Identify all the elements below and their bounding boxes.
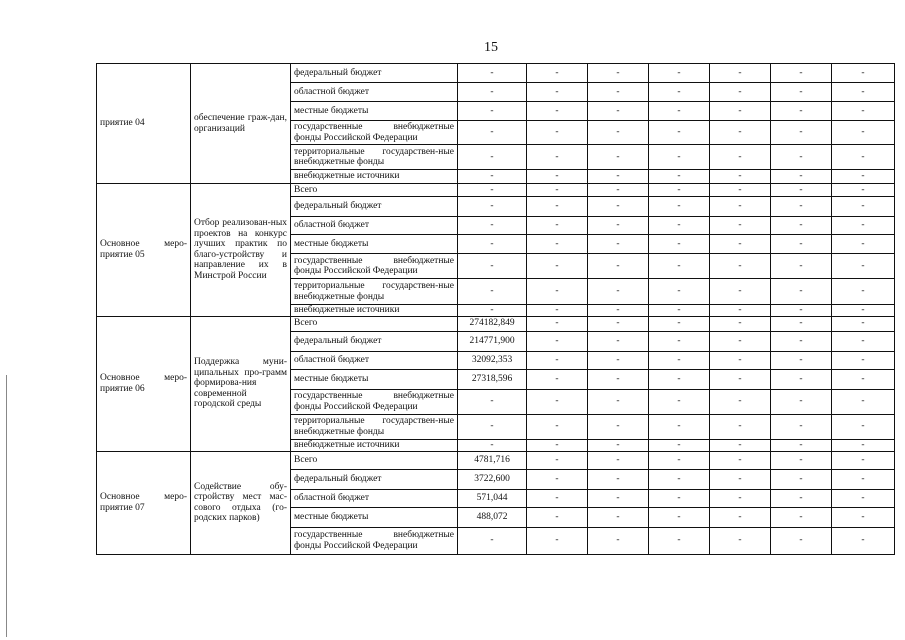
year-amount: - — [527, 469, 588, 489]
year-amount: - — [832, 102, 895, 121]
year-amount: - — [710, 369, 771, 389]
year-amount: - — [649, 316, 710, 331]
year-amount: - — [588, 102, 649, 121]
funding-source: областной бюджет — [291, 83, 458, 102]
year-amount: - — [588, 83, 649, 102]
year-amount: - — [649, 184, 710, 197]
year-amount: - — [832, 389, 895, 414]
total-amount: 32092,353 — [458, 351, 527, 369]
year-amount: - — [771, 389, 832, 414]
year-amount: - — [771, 217, 832, 235]
year-amount: - — [771, 369, 832, 389]
event-label: приятие 04 — [97, 64, 191, 184]
year-amount: - — [588, 489, 649, 507]
funding-source: территориальные государствен-ные внебюджетные фонды — [291, 279, 458, 305]
year-amount: - — [649, 469, 710, 489]
year-amount: - — [649, 305, 710, 317]
year-amount: - — [832, 469, 895, 489]
funding-source: областной бюджет — [291, 489, 458, 507]
funding-source: местные бюджеты — [291, 369, 458, 389]
year-amount: - — [527, 217, 588, 235]
funding-source: Всего — [291, 316, 458, 331]
year-amount: - — [771, 83, 832, 102]
year-amount: - — [588, 217, 649, 235]
year-amount: - — [527, 102, 588, 121]
year-amount: - — [710, 439, 771, 451]
year-amount: - — [588, 316, 649, 331]
year-amount: - — [771, 254, 832, 279]
year-amount: - — [588, 507, 649, 527]
funding-source: областной бюджет — [291, 217, 458, 235]
funding-source: федеральный бюджет — [291, 197, 458, 217]
year-amount: - — [527, 331, 588, 351]
year-amount: - — [649, 439, 710, 451]
year-amount: - — [710, 217, 771, 235]
year-amount: - — [710, 331, 771, 351]
year-amount: - — [649, 414, 710, 439]
funding-source: федеральный бюджет — [291, 469, 458, 489]
year-amount: - — [527, 305, 588, 317]
year-amount: - — [527, 170, 588, 184]
year-amount: - — [649, 389, 710, 414]
event-name: Содействие обу-стройству мест мас-сового отдыха (го-родских парков) — [191, 451, 291, 554]
funding-source: территориальные государствен-ные внебюджетные фонды — [291, 145, 458, 170]
year-amount: - — [649, 369, 710, 389]
year-amount: - — [649, 235, 710, 254]
year-amount: - — [771, 235, 832, 254]
year-amount: - — [527, 507, 588, 527]
funding-source: федеральный бюджет — [291, 64, 458, 83]
year-amount: - — [832, 83, 895, 102]
year-amount: - — [832, 64, 895, 83]
year-amount: - — [527, 235, 588, 254]
year-amount: - — [527, 489, 588, 507]
table-row — [97, 451, 895, 469]
year-amount: - — [771, 469, 832, 489]
year-amount: - — [588, 439, 649, 451]
total-amount: - — [458, 64, 527, 83]
year-amount: - — [649, 197, 710, 217]
year-amount: - — [527, 414, 588, 439]
year-amount: - — [527, 279, 588, 305]
total-amount: - — [458, 279, 527, 305]
year-amount: - — [832, 184, 895, 197]
year-amount: - — [832, 451, 895, 469]
year-amount: - — [832, 369, 895, 389]
year-amount: - — [771, 145, 832, 170]
year-amount: - — [832, 235, 895, 254]
year-amount: - — [771, 451, 832, 469]
year-amount: - — [588, 305, 649, 317]
year-amount: - — [527, 254, 588, 279]
year-amount: - — [710, 235, 771, 254]
year-amount: - — [832, 439, 895, 451]
table-row — [97, 316, 895, 331]
year-amount: - — [771, 414, 832, 439]
year-amount: - — [710, 389, 771, 414]
year-amount: - — [710, 451, 771, 469]
year-amount: - — [588, 184, 649, 197]
year-amount: - — [771, 121, 832, 145]
year-amount: - — [771, 439, 832, 451]
year-amount: - — [649, 64, 710, 83]
year-amount: - — [832, 527, 895, 554]
year-amount: - — [588, 254, 649, 279]
year-amount: - — [588, 527, 649, 554]
year-amount: - — [832, 414, 895, 439]
year-amount: - — [710, 102, 771, 121]
year-amount: - — [832, 331, 895, 351]
year-amount: - — [832, 170, 895, 184]
year-amount: - — [649, 331, 710, 351]
event-name: обеспечение граж-дан, организаций — [191, 64, 291, 184]
year-amount: - — [710, 83, 771, 102]
total-amount: - — [458, 305, 527, 317]
total-amount: - — [458, 235, 527, 254]
total-amount: - — [458, 197, 527, 217]
year-amount: - — [588, 369, 649, 389]
year-amount: - — [588, 197, 649, 217]
total-amount: - — [458, 414, 527, 439]
year-amount: - — [771, 197, 832, 217]
year-amount: - — [710, 414, 771, 439]
year-amount: - — [710, 316, 771, 331]
year-amount: - — [527, 351, 588, 369]
year-amount: - — [832, 507, 895, 527]
year-amount: - — [527, 316, 588, 331]
year-amount: - — [771, 170, 832, 184]
year-amount: - — [710, 197, 771, 217]
page-number: 15 — [484, 40, 498, 55]
total-amount: 3722,600 — [458, 469, 527, 489]
year-amount: - — [710, 305, 771, 317]
year-amount: - — [527, 369, 588, 389]
year-amount: - — [527, 439, 588, 451]
funding-source: территориальные государствен-ные внебюджетные фонды — [291, 414, 458, 439]
year-amount: - — [649, 217, 710, 235]
total-amount: - — [458, 439, 527, 451]
funding-source: Всего — [291, 451, 458, 469]
year-amount: - — [710, 507, 771, 527]
year-amount: - — [649, 279, 710, 305]
funding-source: местные бюджеты — [291, 507, 458, 527]
total-amount: - — [458, 83, 527, 102]
funding-source: внебюджетные источники — [291, 305, 458, 317]
year-amount: - — [832, 279, 895, 305]
total-amount: 488,072 — [458, 507, 527, 527]
year-amount: - — [527, 451, 588, 469]
year-amount: - — [649, 121, 710, 145]
total-amount: - — [458, 184, 527, 197]
total-amount: 274182,849 — [458, 316, 527, 331]
year-amount: - — [710, 254, 771, 279]
funding-source: государственные внебюджетные фонды Российской Федерации — [291, 121, 458, 145]
year-amount: - — [832, 254, 895, 279]
total-amount: - — [458, 170, 527, 184]
year-amount: - — [710, 469, 771, 489]
year-amount: - — [710, 170, 771, 184]
funding-source: внебюджетные источники — [291, 439, 458, 451]
funding-source: государственные внебюджетные фонды Российской Федерации — [291, 527, 458, 554]
year-amount: - — [771, 305, 832, 317]
year-amount: - — [649, 451, 710, 469]
year-amount: - — [649, 507, 710, 527]
year-amount: - — [588, 451, 649, 469]
year-amount: - — [771, 331, 832, 351]
total-amount: 27318,596 — [458, 369, 527, 389]
year-amount: - — [832, 197, 895, 217]
year-amount: - — [588, 351, 649, 369]
year-amount: - — [527, 64, 588, 83]
year-amount: - — [771, 102, 832, 121]
year-amount: - — [771, 507, 832, 527]
year-amount: - — [527, 184, 588, 197]
year-amount: - — [588, 121, 649, 145]
event-label: Основное меро-приятие 07 — [97, 451, 191, 554]
year-amount: - — [832, 316, 895, 331]
year-amount: - — [832, 121, 895, 145]
table-row — [97, 184, 895, 197]
year-amount: - — [771, 279, 832, 305]
year-amount: - — [832, 305, 895, 317]
year-amount: - — [588, 279, 649, 305]
total-amount: - — [458, 254, 527, 279]
year-amount: - — [588, 389, 649, 414]
funding-source: внебюджетные источники — [291, 170, 458, 184]
year-amount: - — [710, 489, 771, 507]
funding-source: областной бюджет — [291, 351, 458, 369]
total-amount: 4781,716 — [458, 451, 527, 469]
year-amount: - — [710, 527, 771, 554]
year-amount: - — [649, 351, 710, 369]
year-amount: - — [588, 145, 649, 170]
year-amount: - — [588, 414, 649, 439]
year-amount: - — [771, 489, 832, 507]
event-name: Поддержка муни-ципальных про-грамм формирова-ния современной городской среды — [191, 316, 291, 451]
year-amount: - — [649, 83, 710, 102]
total-amount: - — [458, 527, 527, 554]
year-amount: - — [527, 197, 588, 217]
year-amount: - — [771, 64, 832, 83]
year-amount: - — [771, 351, 832, 369]
year-amount: - — [527, 389, 588, 414]
year-amount: - — [649, 254, 710, 279]
year-amount: - — [710, 279, 771, 305]
year-amount: - — [771, 184, 832, 197]
funding-source: государственные внебюджетные фонды Российской Федерации — [291, 389, 458, 414]
year-amount: - — [710, 184, 771, 197]
event-label: Основное меро-приятие 05 — [97, 184, 191, 317]
year-amount: - — [588, 469, 649, 489]
total-amount: - — [458, 121, 527, 145]
year-amount: - — [649, 489, 710, 507]
event-name: Отбор реализован-ных проектов на конкурс лучших практик по благо-устройству и направление их в Минстрой России — [191, 184, 291, 317]
year-amount: - — [649, 170, 710, 184]
year-amount: - — [832, 489, 895, 507]
year-amount: - — [649, 145, 710, 170]
year-amount: - — [527, 145, 588, 170]
event-label: Основное меро-приятие 06 — [97, 316, 191, 451]
scan-margin-line — [6, 375, 7, 637]
year-amount: - — [527, 83, 588, 102]
year-amount: - — [527, 121, 588, 145]
total-amount: - — [458, 389, 527, 414]
year-amount: - — [710, 145, 771, 170]
total-amount: - — [458, 102, 527, 121]
total-amount: 571,044 — [458, 489, 527, 507]
year-amount: - — [588, 331, 649, 351]
funding-table — [96, 63, 895, 555]
total-amount: - — [458, 217, 527, 235]
year-amount: - — [710, 64, 771, 83]
year-amount: - — [710, 121, 771, 145]
funding-source: государственные внебюджетные фонды Российской Федерации — [291, 254, 458, 279]
year-amount: - — [649, 527, 710, 554]
year-amount: - — [771, 316, 832, 331]
year-amount: - — [588, 64, 649, 83]
funding-source: Всего — [291, 184, 458, 197]
funding-source: местные бюджеты — [291, 235, 458, 254]
funding-source: федеральный бюджет — [291, 331, 458, 351]
total-amount: 214771,900 — [458, 331, 527, 351]
year-amount: - — [588, 235, 649, 254]
year-amount: - — [649, 102, 710, 121]
year-amount: - — [832, 351, 895, 369]
year-amount: - — [527, 527, 588, 554]
year-amount: - — [588, 170, 649, 184]
year-amount: - — [832, 145, 895, 170]
year-amount: - — [832, 217, 895, 235]
year-amount: - — [710, 351, 771, 369]
funding-source: местные бюджеты — [291, 102, 458, 121]
year-amount: - — [771, 527, 832, 554]
funding-table-body — [97, 64, 895, 555]
total-amount: - — [458, 145, 527, 170]
table-row — [97, 64, 895, 83]
